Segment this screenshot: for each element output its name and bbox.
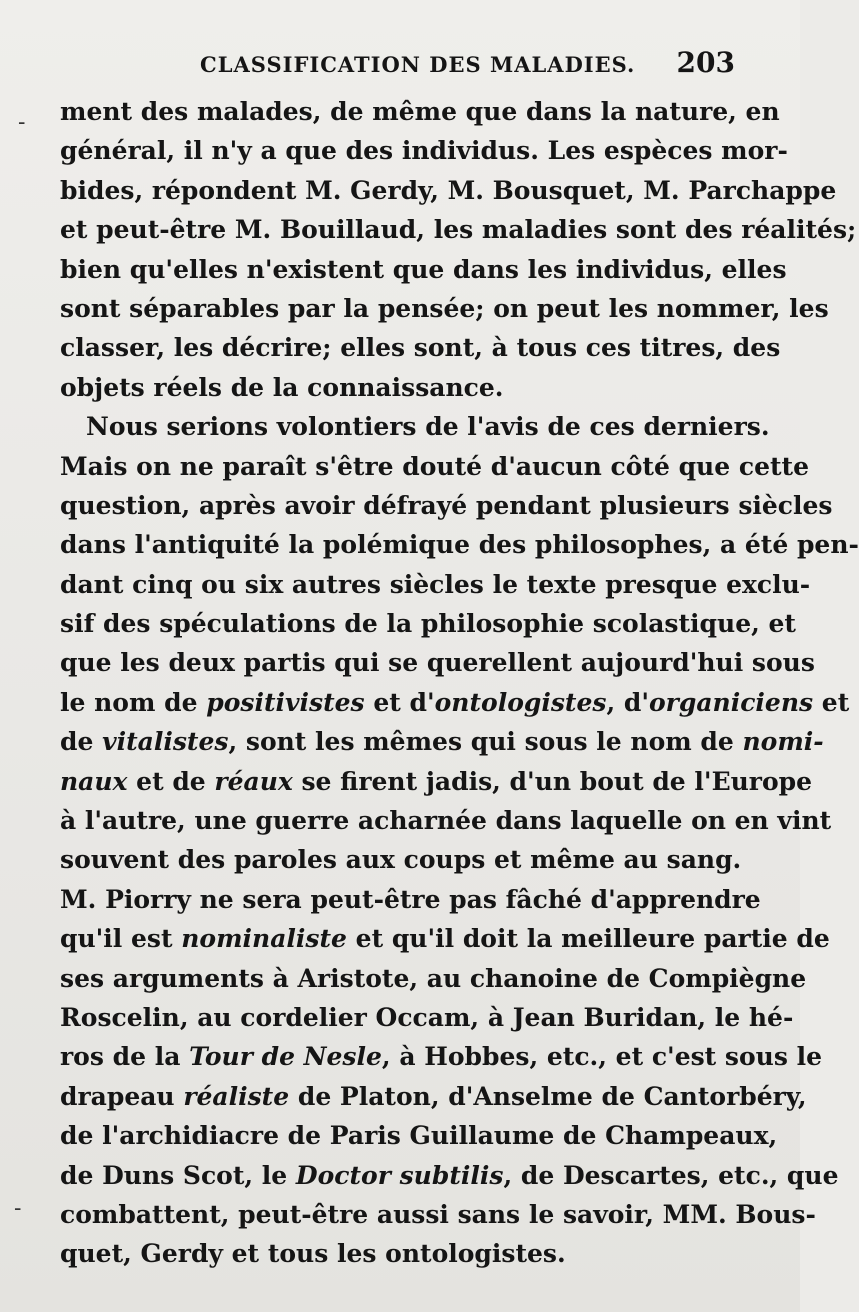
text-line bbox=[60, 407, 770, 446]
text-line bbox=[60, 250, 787, 289]
text-segment: général, il n'y a que des individus. Les espèces mor- bbox=[60, 136, 788, 166]
text-segment: et de bbox=[127, 766, 215, 796]
text-line bbox=[60, 1234, 735, 1273]
text-line bbox=[60, 1077, 807, 1116]
text-segment: de l'archidiacre de Paris Guillaume de Champeaux, bbox=[60, 1121, 778, 1151]
text-segment: souvent des paroles aux coups et même au sang. bbox=[60, 845, 742, 875]
italic-term: nominaliste bbox=[181, 924, 347, 954]
body-text bbox=[60, 92, 859, 1274]
text-line bbox=[60, 525, 859, 564]
page-number: 203 bbox=[676, 46, 735, 79]
text-segment: dans l'antiquité la polémique des philosophes, a été pen- bbox=[60, 530, 859, 560]
italic-term: nomi- bbox=[742, 727, 824, 757]
text-line bbox=[60, 210, 857, 249]
text-line bbox=[60, 447, 809, 486]
text-segment: ros de la bbox=[60, 1042, 190, 1072]
text-segment: , de Descartes, etc., que bbox=[503, 1160, 839, 1190]
text-line bbox=[60, 604, 796, 643]
text-segment: Nous serions volontiers de l'avis de ces derniers. bbox=[86, 412, 770, 442]
text-line bbox=[60, 840, 742, 879]
text-line bbox=[60, 1116, 778, 1155]
text-segment: combattent, peut-être aussi sans le savoir, MM. Bous- bbox=[60, 1199, 816, 1229]
text-segment: , d' bbox=[606, 687, 649, 717]
italic-term: organiciens bbox=[649, 687, 814, 717]
text-line bbox=[60, 722, 824, 761]
margin-mark: - bbox=[18, 110, 26, 135]
italic-term: Doctor subtilis bbox=[295, 1160, 504, 1190]
text-segment: ment des malades, de même que dans la nature, en bbox=[60, 97, 780, 126]
text-line bbox=[60, 368, 735, 407]
text-line bbox=[60, 801, 832, 840]
text-segment: M. Piorry ne sera peut-être pas fâché d'apprendre bbox=[60, 884, 761, 914]
text-line bbox=[60, 1195, 816, 1234]
text-line bbox=[60, 643, 815, 682]
text-segment: et d' bbox=[364, 687, 435, 717]
text-segment: de Duns Scot, le bbox=[60, 1160, 296, 1190]
text-line bbox=[60, 486, 833, 525]
text-segment: sont séparables par la pensée; on peut les nommer, les bbox=[60, 293, 829, 323]
text-segment: et peut-être M. Bouillaud, les maladies sont des réalités; bbox=[60, 215, 857, 245]
text-segment: ses arguments à Aristote, au chanoine de Compiègne bbox=[60, 963, 807, 993]
text-segment: bien qu'elles n'existent que dans les individus, elles bbox=[60, 254, 787, 284]
italic-term: ontologistes bbox=[434, 687, 607, 717]
text-line bbox=[60, 1037, 823, 1076]
text-line bbox=[60, 880, 761, 919]
text-segment: drapeau bbox=[60, 1081, 184, 1111]
text-line bbox=[60, 289, 829, 328]
page-header bbox=[60, 46, 735, 86]
text-segment: et bbox=[813, 687, 850, 717]
italic-term: naux bbox=[60, 766, 128, 796]
text-line bbox=[60, 959, 807, 998]
text-segment: que les deux partis qui se querellent aujourd'hui sous bbox=[60, 648, 815, 678]
text-line bbox=[60, 328, 781, 367]
italic-term: vitalistes bbox=[102, 727, 229, 757]
running-title: CLASSIFICATION DES MALADIES. bbox=[200, 52, 636, 77]
text-segment: qu'il est bbox=[60, 924, 182, 954]
text-segment: bides, répondent M. Gerdy, M. Bousquet, M. Parchappe bbox=[60, 175, 837, 205]
text-segment: question, après avoir défrayé pendant plusieurs siècles bbox=[60, 490, 833, 520]
text-segment: , sont les mêmes qui sous le nom de bbox=[228, 727, 743, 757]
text-segment: Roscelin, au cordelier Occam, à Jean Buridan, le hé- bbox=[60, 1002, 794, 1032]
text-segment: se firent jadis, d'un bout de l'Europe bbox=[292, 766, 813, 796]
text-segment: de Platon, d'Anselme de Cantorbéry, bbox=[289, 1081, 807, 1111]
text-line bbox=[60, 1156, 839, 1195]
italic-term: positivistes bbox=[206, 687, 365, 717]
text-segment: sif des spéculations de la philosophie scolastique, et bbox=[60, 609, 796, 639]
text-line bbox=[60, 683, 850, 722]
italic-term: réaux bbox=[214, 766, 293, 796]
margin-mark: - bbox=[14, 1196, 22, 1221]
text-segment: objets réels de la connaissance. bbox=[60, 372, 504, 402]
text-line bbox=[60, 762, 813, 801]
text-line bbox=[60, 131, 788, 170]
text-segment: et qu'il doit la meilleure partie de bbox=[346, 924, 830, 954]
text-segment: , à Hobbes, etc., et c'est sous le bbox=[381, 1042, 823, 1072]
text-segment: Mais on ne paraît s'être douté d'aucun côté que cette bbox=[60, 451, 809, 481]
text-line bbox=[60, 919, 830, 958]
text-segment: dant cinq ou six autres siècles le texte presque exclu- bbox=[60, 569, 811, 599]
text-line bbox=[60, 171, 837, 210]
text-segment: classer, les décrire; elles sont, à tous ces titres, des bbox=[60, 333, 781, 363]
text-segment: quet, Gerdy et tous les ontologistes. bbox=[60, 1239, 566, 1269]
text-segment: le nom de bbox=[60, 687, 207, 717]
text-line bbox=[60, 565, 811, 604]
text-line bbox=[60, 998, 794, 1037]
text-line bbox=[60, 92, 780, 131]
italic-term: Tour de Nesle bbox=[189, 1042, 382, 1072]
italic-term: réaliste bbox=[183, 1081, 290, 1111]
text-segment: à l'autre, une guerre acharnée dans laquelle on en vint bbox=[60, 806, 832, 836]
text-segment: de bbox=[60, 727, 103, 757]
